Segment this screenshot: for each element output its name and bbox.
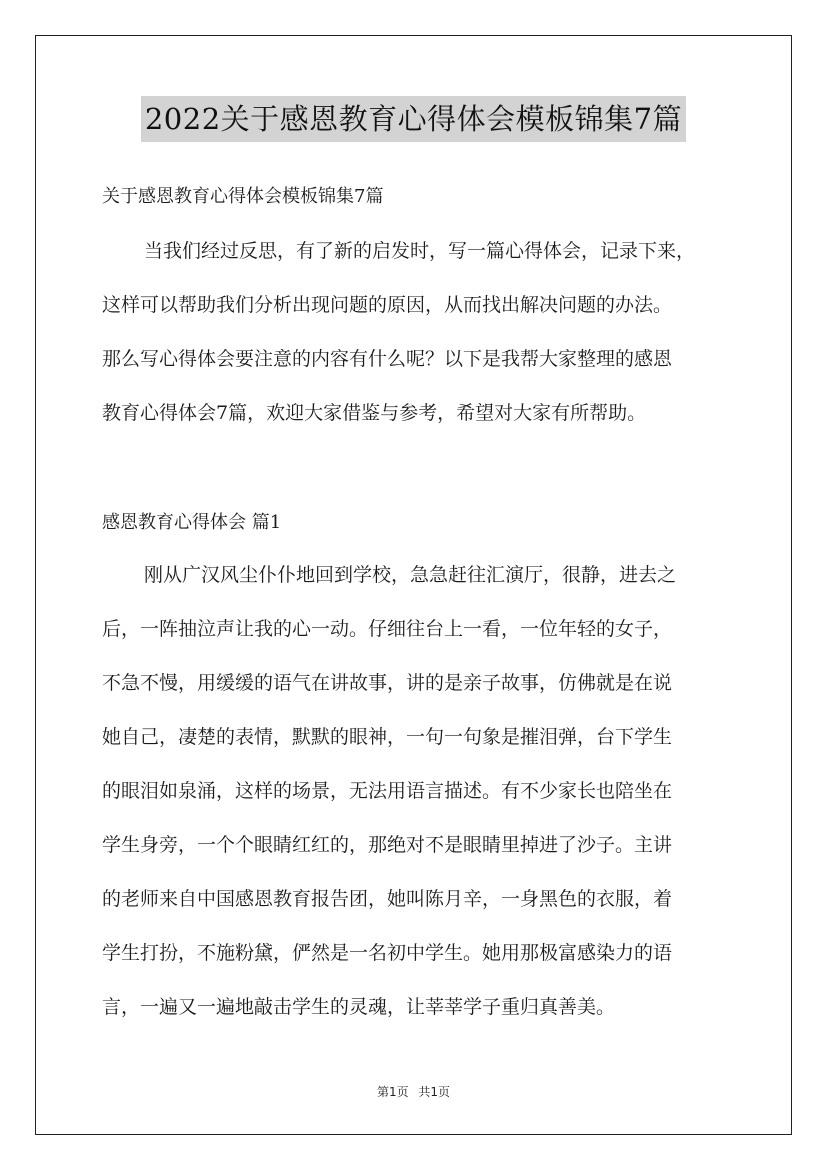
body-line: 学生打扮，不施粉黛，俨然是一名初中学生。她用那极富感染力的语 — [102, 942, 673, 964]
body-line: 她自己，凄楚的表情，默默的眼神，一句一句象是摧泪弹，台下学生 — [102, 726, 673, 748]
body-line: 的眼泪如泉涌，这样的场景，无法用语言描述。有不少家长也陪坐在 — [102, 780, 673, 802]
section-heading: 感恩教育心得体会 篇1 — [102, 512, 282, 533]
intro-line: 当我们经过反思，有了新的启发时，写一篇心得体会，记录下来， — [144, 240, 696, 262]
body-line: 刚从广汉风尘仆仆地回到学校，急急赶往汇演厅，很静，进去之 — [144, 564, 677, 586]
body-line: 的老师来自中国感恩教育报告团，她叫陈月辛，一身黑色的衣服，着 — [102, 888, 673, 910]
page-number: 第1页 — [376, 1085, 409, 1099]
intro-line: 教育心得体会7篇，欢迎大家借鉴与参考，希望对大家有所帮助。 — [102, 402, 647, 424]
document-title: 2022关于感恩教育心得体会模板锦集7篇 — [141, 96, 686, 142]
body-line: 学生身旁，一个个眼睛红红的，那绝对不是眼睛里掉进了沙子。主讲 — [102, 834, 673, 856]
page-total: 共1页 — [418, 1085, 451, 1099]
document-subtitle: 关于感恩教育心得体会模板锦集7篇 — [102, 186, 384, 207]
body-line: 后，一阵抽泣声让我的心一动。仔细往台上一看，一位年轻的女子， — [102, 618, 673, 640]
page-footer — [0, 1083, 827, 1100]
body-line: 不急不慢，用缓缓的语气在讲故事，讲的是亲子故事，仿佛就是在说 — [102, 672, 673, 694]
intro-line: 这样可以帮助我们分析出现问题的原因，从而找出解决问题的办法。 — [102, 294, 673, 316]
title-container — [0, 96, 827, 142]
body-line: 言，一遍又一遍地敲击学生的灵魂，让莘莘学子重归真善美。 — [102, 996, 616, 1018]
intro-line: 那么写心得体会要注意的内容有什么呢？以下是我帮大家整理的感恩 — [102, 348, 673, 370]
